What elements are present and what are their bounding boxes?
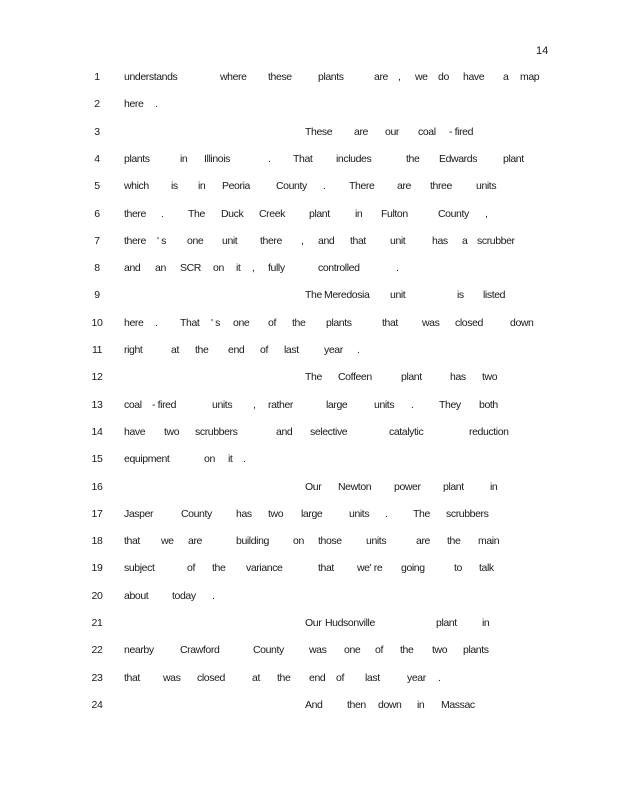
transcript-line	[0, 481, 618, 499]
line-word: is	[171, 180, 178, 193]
line-word: units	[374, 398, 395, 411]
line-number: 13	[91, 398, 103, 411]
line-number: 23	[91, 671, 103, 684]
line-word: was	[309, 644, 327, 657]
line-word: year	[407, 671, 426, 684]
line-word: are	[416, 535, 430, 548]
line-word: was	[163, 671, 181, 684]
line-word: has	[450, 371, 466, 384]
line-word: last	[365, 671, 380, 684]
line-word: about	[124, 589, 149, 602]
line-word: end	[309, 671, 326, 684]
line-word: end	[228, 344, 245, 356]
transcript-line	[0, 208, 618, 226]
line-word: that	[124, 535, 140, 548]
line-number: 8	[94, 262, 100, 275]
line-word: Our	[305, 617, 322, 629]
line-number: 7	[94, 234, 100, 247]
line-word: These	[305, 125, 333, 138]
line-word: three	[430, 180, 452, 193]
line-word: two	[268, 507, 284, 520]
line-word: Coffeen	[338, 371, 372, 384]
line-word: equipment	[124, 453, 170, 466]
line-word: of	[336, 671, 344, 684]
line-word: - fired	[449, 125, 474, 138]
line-word: of	[375, 644, 383, 657]
line-word: of	[187, 562, 195, 575]
line-word: plants	[326, 316, 352, 329]
line-word: and	[276, 425, 293, 438]
line-word: coal	[418, 125, 436, 138]
line-word: unit	[222, 234, 238, 247]
line-word: that	[124, 671, 140, 684]
line-word: Our	[305, 480, 322, 493]
line-number: 16	[91, 480, 103, 493]
line-word: subject	[124, 562, 155, 575]
line-word: that	[350, 234, 366, 247]
line-word: closed	[455, 316, 483, 329]
transcript-line	[0, 262, 618, 280]
line-word: and	[318, 234, 335, 247]
transcript-line	[0, 535, 618, 553]
line-word: .	[411, 398, 414, 411]
line-word: we	[415, 71, 428, 83]
line-word: County	[276, 180, 307, 193]
line-number: 10	[91, 316, 103, 329]
line-word: The	[305, 289, 322, 302]
line-word: last	[284, 344, 299, 356]
transcript-line	[0, 426, 618, 444]
line-word: That	[180, 316, 200, 329]
line-word: units	[212, 398, 233, 411]
line-number: 3	[94, 125, 100, 138]
line-word: has	[432, 234, 448, 247]
line-word: coal	[124, 398, 142, 411]
line-number: 5	[94, 180, 100, 193]
line-word: the	[406, 152, 420, 165]
line-word: catalytic	[389, 425, 424, 438]
line-word: in	[490, 480, 498, 493]
line-word: it	[228, 453, 233, 466]
line-word: units	[349, 507, 370, 520]
line-word: Crawford	[180, 644, 220, 657]
transcript-line	[0, 672, 618, 690]
line-word: year	[324, 344, 343, 356]
line-number: 24	[91, 698, 103, 711]
line-word: And	[305, 698, 323, 711]
line-word: plant	[309, 207, 330, 220]
line-word: our	[385, 125, 399, 138]
line-word: The	[188, 207, 205, 220]
transcript-line	[0, 644, 618, 662]
transcript-line	[0, 98, 618, 116]
line-word: ,	[253, 398, 256, 411]
line-word: do	[438, 71, 449, 83]
line-word: SCR	[180, 262, 201, 275]
line-word: are	[354, 125, 368, 138]
transcript-line	[0, 371, 618, 389]
line-word: Edwards	[439, 152, 478, 165]
line-number: 9	[94, 289, 100, 302]
line-word: .	[243, 453, 246, 466]
line-word: two	[482, 371, 498, 384]
line-word: here	[124, 98, 144, 111]
line-number: 2	[94, 98, 100, 111]
line-word: two	[432, 644, 448, 657]
line-word: includes	[336, 152, 372, 165]
line-word: County	[438, 207, 469, 220]
line-word: rather	[268, 398, 294, 411]
line-word: County	[181, 507, 212, 520]
line-word: ,	[301, 234, 304, 247]
line-word: the	[212, 562, 226, 575]
line-number: 20	[91, 589, 103, 602]
line-word: down	[378, 698, 402, 711]
line-word: .	[212, 589, 215, 602]
line-word: a	[503, 71, 509, 83]
line-word: there	[260, 234, 282, 247]
line-word: They	[439, 398, 461, 411]
line-word: listed	[483, 289, 506, 302]
line-word: .	[155, 316, 158, 329]
line-word: Duck	[221, 207, 244, 220]
transcript-line	[0, 399, 618, 417]
line-word: The	[305, 371, 322, 384]
line-word: Newton	[338, 480, 372, 493]
line-word: the	[400, 644, 414, 657]
line-word: are	[188, 535, 202, 548]
line-word: units	[476, 180, 497, 193]
transcript-line	[0, 289, 618, 307]
line-word: in	[198, 180, 206, 193]
line-number: 4	[94, 152, 100, 165]
line-word: one	[233, 316, 250, 329]
line-word: .	[161, 207, 164, 220]
transcript-line	[0, 617, 618, 635]
line-word: on	[293, 535, 304, 548]
transcript-line	[0, 562, 618, 580]
page-number: 14	[536, 45, 549, 57]
line-word: Hudsonville	[325, 617, 375, 629]
line-word: .	[357, 344, 360, 356]
line-word: That	[293, 152, 313, 165]
line-word: has	[236, 507, 252, 520]
line-word: of	[260, 344, 268, 356]
line-number: 6	[94, 207, 100, 220]
line-word: Massac	[441, 698, 475, 711]
line-word: .	[385, 507, 388, 520]
line-word: and	[124, 262, 141, 275]
line-word: Meredosia	[324, 289, 370, 302]
line-word: in	[355, 207, 363, 220]
line-number: 15	[91, 453, 103, 466]
line-word: County	[253, 644, 284, 657]
line-word: down	[510, 316, 534, 329]
line-word: that	[318, 562, 334, 575]
transcript-line	[0, 235, 618, 253]
line-word: plant	[443, 480, 464, 493]
line-word: in	[180, 152, 188, 165]
line-word: have	[463, 71, 485, 83]
line-word: the	[292, 316, 306, 329]
line-word: unit	[390, 234, 406, 247]
line-word: reduction	[469, 425, 509, 438]
line-word: an	[155, 262, 166, 275]
line-word: here	[124, 316, 144, 329]
line-word: plant	[436, 617, 457, 629]
line-word: there	[124, 234, 146, 247]
transcript-line	[0, 153, 618, 171]
line-word: today	[172, 589, 196, 602]
line-word: closed	[197, 671, 225, 684]
transcript-line	[0, 126, 618, 144]
line-word: scrubbers	[195, 425, 238, 438]
line-word: plants	[318, 71, 344, 83]
line-word: we' re	[357, 562, 383, 575]
line-word: one	[187, 234, 204, 247]
line-word: in	[482, 617, 490, 629]
line-number: 1	[94, 71, 100, 83]
line-word: have	[124, 425, 146, 438]
line-word: large	[301, 507, 323, 520]
line-number: 12	[91, 371, 103, 384]
line-word: fully	[268, 262, 285, 275]
line-word: right	[124, 344, 143, 356]
line-word: plant	[401, 371, 422, 384]
transcript-line	[0, 699, 618, 717]
line-word: in	[417, 698, 425, 711]
line-word: .	[323, 180, 326, 193]
line-word: ,	[398, 71, 401, 83]
line-number: 21	[91, 617, 103, 629]
line-word: plants	[463, 644, 489, 657]
line-word: .	[155, 98, 158, 111]
line-word: map	[520, 71, 540, 83]
line-word: the	[195, 344, 209, 356]
line-word: - fired	[152, 398, 177, 411]
line-word: then	[347, 698, 366, 711]
line-word: Fulton	[381, 207, 408, 220]
line-word: main	[478, 535, 500, 548]
line-word: .	[438, 671, 441, 684]
line-word: Creek	[259, 207, 286, 220]
line-word: variance	[246, 562, 283, 575]
transcript-line	[0, 590, 618, 608]
line-word: .	[268, 152, 271, 165]
line-word: ' s	[157, 234, 166, 247]
line-number: 11	[91, 344, 103, 356]
line-word: ' s	[211, 316, 220, 329]
line-word: building	[236, 535, 269, 548]
line-word: power	[394, 480, 421, 493]
line-word: one	[344, 644, 361, 657]
line-word: where	[220, 71, 247, 83]
line-word: two	[164, 425, 180, 438]
line-word: selective	[310, 425, 348, 438]
line-word: is	[457, 289, 464, 302]
transcript-line	[0, 71, 618, 89]
line-word: large	[326, 398, 348, 411]
line-word: there	[124, 207, 146, 220]
line-word: ,	[485, 207, 488, 220]
line-number: 22	[91, 644, 103, 657]
line-number: 14	[91, 425, 103, 438]
line-word: these	[268, 71, 292, 83]
line-word: unit	[390, 289, 406, 302]
line-word: of	[268, 316, 276, 329]
line-word: that	[382, 316, 398, 329]
line-word: scrubber	[477, 234, 515, 247]
line-word: understands	[124, 71, 178, 83]
line-number: 19	[91, 562, 103, 575]
line-word: are	[374, 71, 388, 83]
line-word: at	[171, 344, 179, 356]
transcript-line	[0, 317, 618, 335]
line-word: talk	[479, 562, 494, 575]
line-word: Illinois	[204, 152, 230, 165]
line-word: both	[479, 398, 498, 411]
line-word: are	[397, 180, 411, 193]
line-word: was	[422, 316, 440, 329]
line-word: on	[213, 262, 224, 275]
transcript-line	[0, 508, 618, 526]
line-word: The	[413, 507, 430, 520]
line-word: units	[366, 535, 387, 548]
line-word: There	[349, 180, 375, 193]
line-word: the	[277, 671, 291, 684]
line-word: it	[236, 262, 241, 275]
line-word: the	[447, 535, 461, 548]
line-word: nearby	[124, 644, 154, 657]
line-word: plants	[124, 152, 150, 165]
line-word: plant	[503, 152, 524, 165]
line-word: controlled	[318, 262, 360, 275]
line-word: scrubbers	[446, 507, 489, 520]
line-word: on	[204, 453, 215, 466]
transcript-line	[0, 180, 618, 198]
line-number: 17	[91, 507, 103, 520]
line-word: to	[454, 562, 462, 575]
transcript-line	[0, 344, 618, 362]
line-word: .	[396, 262, 399, 275]
transcript-line	[0, 453, 618, 471]
line-word: going	[401, 562, 425, 575]
line-word: a	[462, 234, 468, 247]
line-number: 18	[91, 535, 103, 548]
line-word: Peoria	[222, 180, 250, 193]
line-word: we	[161, 535, 174, 548]
line-word: those	[318, 535, 342, 548]
line-word: which	[124, 180, 149, 193]
line-word: Jasper	[124, 507, 154, 520]
line-word: at	[252, 671, 260, 684]
line-word: ,	[252, 262, 255, 275]
